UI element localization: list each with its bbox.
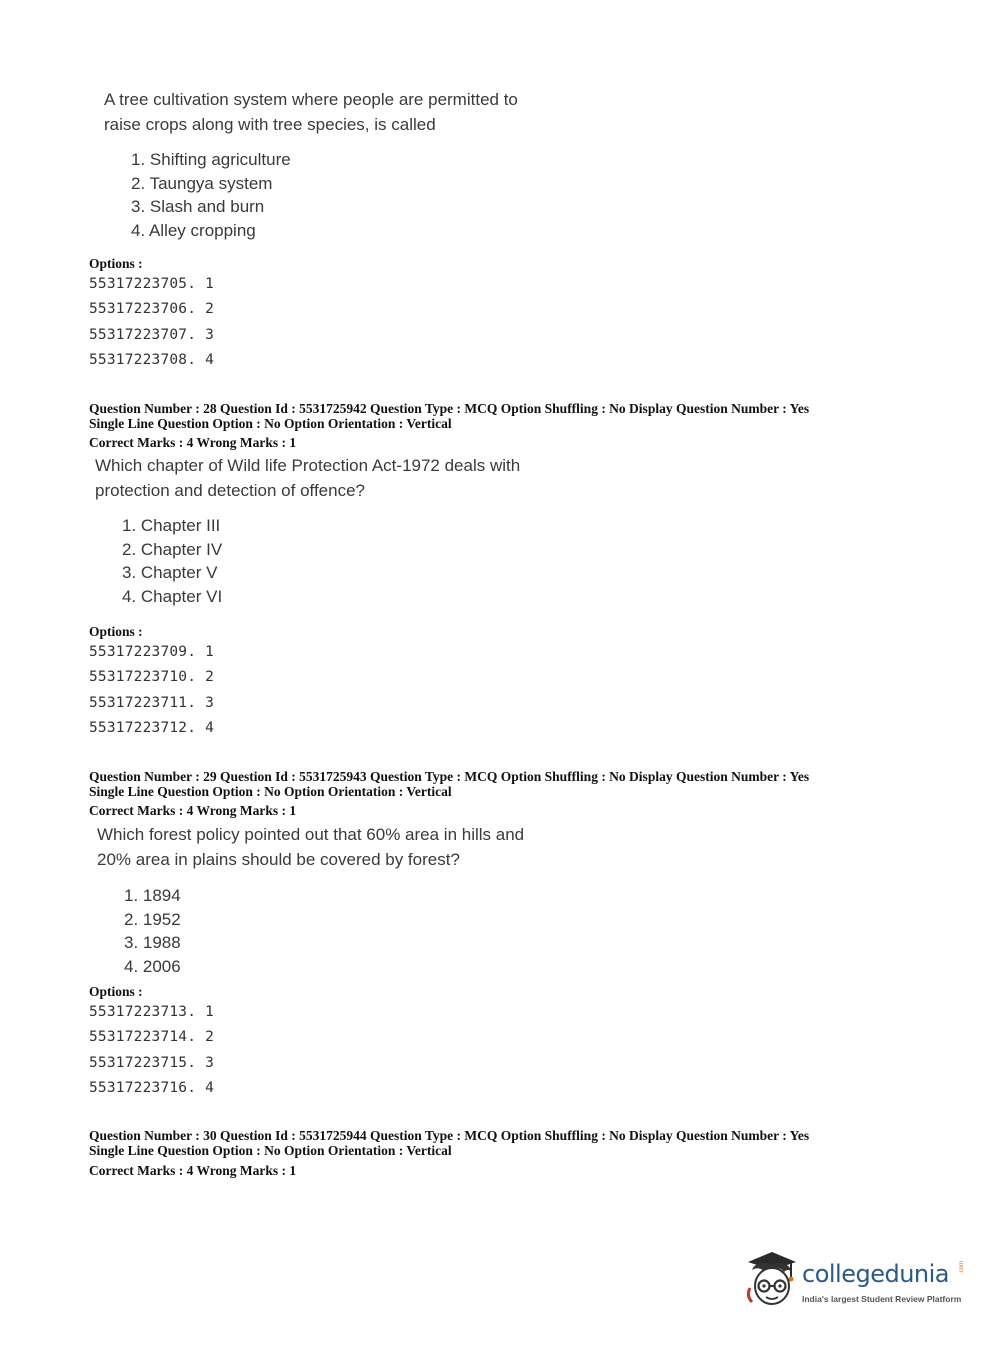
option-id: 55317223706. 2 <box>89 301 215 318</box>
answer-choices <box>124 884 181 978</box>
option-id: 55317223705. 1 <box>89 276 215 292</box>
question-meta: Question Number : 28 Question Id : 5531725942 Question Type : MCQ Option Shuffling : No Display Question Number : Yes Single Line Question Option : No Option Orientation : Vertical <box>89 401 810 431</box>
option-id: 55317223715. 3 <box>89 1054 215 1071</box>
options-label: Options : <box>89 624 143 639</box>
option-id-list <box>89 272 214 373</box>
option-id: 55317223709. 1 <box>89 644 215 660</box>
answer-choice: 2. 1952 <box>124 909 181 929</box>
answer-choice: 1. 1894 <box>124 886 181 905</box>
option-id: 55317223713. 1 <box>89 1004 215 1020</box>
logo-wordmark: collegedunia <box>802 1260 950 1288</box>
question-text: Which forest policy pointed out that 60% area in hills and 20% area in plains should be covered by forest? <box>97 825 525 869</box>
option-id: 55317223708. 4 <box>89 351 215 368</box>
answer-choice: 1. Chapter III <box>122 516 221 535</box>
answer-choices <box>122 514 222 608</box>
option-id: 55317223707. 3 <box>89 326 215 343</box>
option-id-list <box>89 1000 214 1101</box>
logo-tagline: India's largest Student Review Platform <box>802 1294 962 1304</box>
answer-choice: 2. Taungya system <box>131 173 273 193</box>
option-id: 55317223714. 2 <box>89 1029 215 1046</box>
student-mascot-icon <box>742 1248 802 1310</box>
options-label: Options : <box>89 256 143 271</box>
answer-choice: 4. Chapter VI <box>122 586 223 606</box>
collegedunia-logo <box>742 1248 972 1313</box>
answer-choice: 1. Shifting agriculture <box>131 150 291 169</box>
option-id: 55317223710. 2 <box>89 669 215 686</box>
question-marks: Correct Marks : 4 Wrong Marks : 1 <box>89 803 297 818</box>
question-text: Which chapter of Wild life Protection Act-1972 deals with protection and detection of offence? <box>95 456 521 500</box>
question-marks: Correct Marks : 4 Wrong Marks : 1 <box>89 435 297 450</box>
option-id: 55317223712. 4 <box>89 719 215 736</box>
question-marks: Correct Marks : 4 Wrong Marks : 1 <box>89 1163 297 1178</box>
option-id: 55317223716. 4 <box>89 1079 215 1096</box>
answer-choice: 3. Slash and burn <box>131 197 265 217</box>
answer-choice: 3. Chapter V <box>122 563 218 583</box>
option-id-list <box>89 640 214 741</box>
question-text: A tree cultivation system where people are permitted to raise crops along with tree species, is called <box>104 90 518 134</box>
question-meta: Question Number : 29 Question Id : 5531725943 Question Type : MCQ Option Shuffling : No Display Question Number : Yes Single Line Question Option : No Option Orientation : Vertical <box>89 769 810 799</box>
options-label: Options : <box>89 984 143 999</box>
answer-choice: 4. 2006 <box>124 956 181 976</box>
answer-choice: 4. Alley cropping <box>131 220 256 240</box>
option-id: 55317223711. 3 <box>89 694 215 711</box>
answer-choices <box>131 148 291 242</box>
question-meta: Question Number : 30 Question Id : 5531725944 Question Type : MCQ Option Shuffling : No Display Question Number : Yes Single Line Question Option : No Option Orientation : Vertical <box>89 1128 810 1158</box>
answer-choice: 3. 1988 <box>124 933 181 953</box>
answer-choice: 2. Chapter IV <box>122 539 223 559</box>
logo-domain: .com <box>959 1260 965 1274</box>
